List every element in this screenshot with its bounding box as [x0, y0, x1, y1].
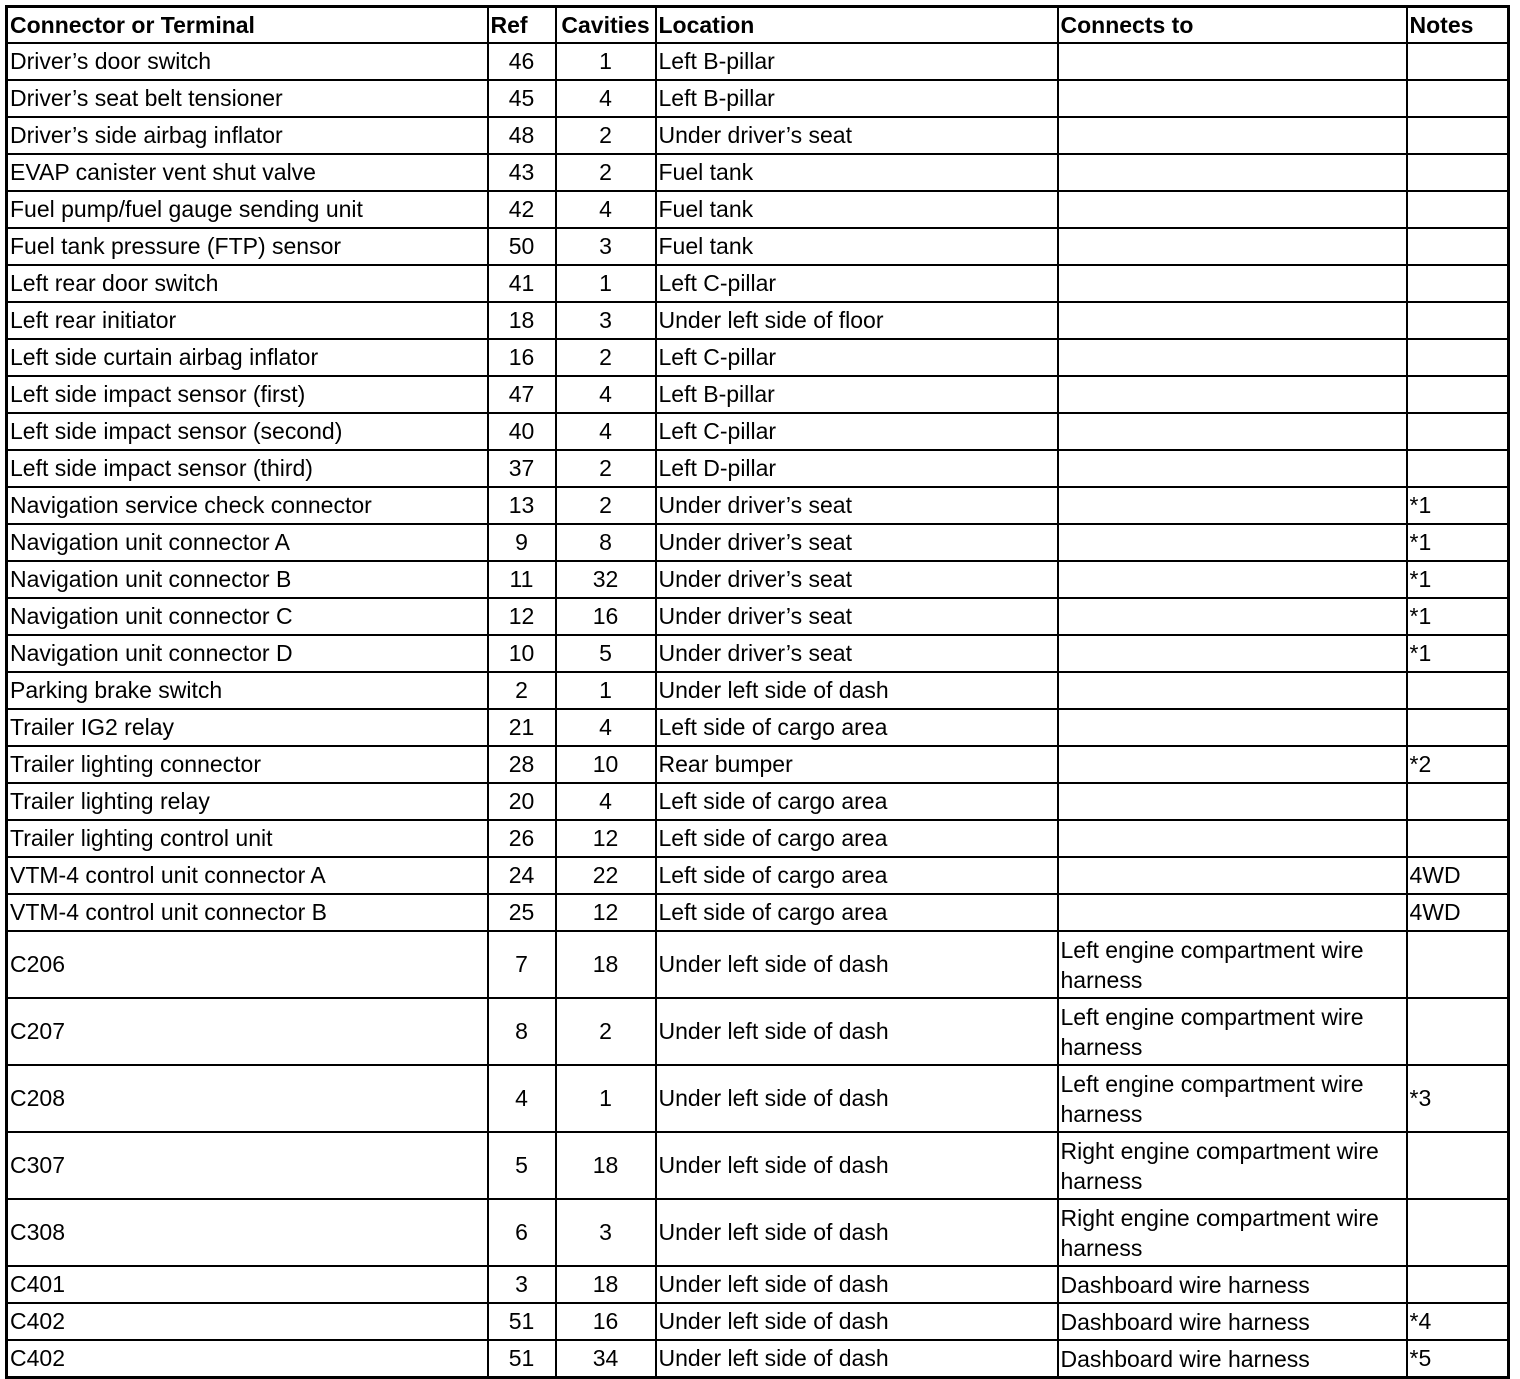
- connects-to-cell: [1058, 265, 1407, 302]
- table-row: [7, 598, 1509, 635]
- connects-to-cell: [1058, 376, 1407, 413]
- location-cell: Under driver’s seat: [656, 635, 1058, 672]
- ref-cell: 46: [488, 43, 556, 80]
- cavities-cell: 1: [556, 43, 656, 80]
- table-row: [7, 1340, 1509, 1378]
- connector-cell: Trailer lighting control unit: [7, 820, 488, 857]
- connects-to-cell: [1058, 413, 1407, 450]
- header-row: [7, 7, 1509, 44]
- notes-cell: *5: [1407, 1340, 1509, 1378]
- cavities-cell: 1: [556, 265, 656, 302]
- ref-cell: 9: [488, 524, 556, 561]
- connects-to-cell: [1058, 339, 1407, 376]
- cavities-cell: 2: [556, 450, 656, 487]
- notes-cell: [1407, 931, 1509, 998]
- notes-cell: [1407, 302, 1509, 339]
- connector-cell: Left side impact sensor (first): [7, 376, 488, 413]
- connector-cell: Navigation unit connector B: [7, 561, 488, 598]
- table-row: [7, 154, 1509, 191]
- table-row: [7, 487, 1509, 524]
- table-row: [7, 894, 1509, 931]
- table-row: [7, 191, 1509, 228]
- connector-cell: Left side impact sensor (second): [7, 413, 488, 450]
- connector-cell: Driver’s seat belt tensioner: [7, 80, 488, 117]
- cavities-cell: 4: [556, 80, 656, 117]
- cavities-cell: 10: [556, 746, 656, 783]
- ref-cell: 43: [488, 154, 556, 191]
- header-ref: Ref: [488, 7, 556, 44]
- notes-cell: 4WD: [1407, 857, 1509, 894]
- ref-cell: 13: [488, 487, 556, 524]
- notes-cell: [1407, 1132, 1509, 1199]
- connector-table: [5, 5, 1510, 1379]
- connects-to-cell: [1058, 154, 1407, 191]
- connector-cell: C401: [7, 1266, 488, 1303]
- notes-cell: *3: [1407, 1065, 1509, 1132]
- table-body: [7, 43, 1509, 1378]
- cavities-cell: 4: [556, 413, 656, 450]
- connects-to-cell: [1058, 80, 1407, 117]
- connector-cell: C307: [7, 1132, 488, 1199]
- ref-cell: 8: [488, 998, 556, 1065]
- location-cell: Left side of cargo area: [656, 857, 1058, 894]
- connects-to-cell: [1058, 783, 1407, 820]
- table-row: [7, 228, 1509, 265]
- connector-cell: C402: [7, 1340, 488, 1378]
- table-row: [7, 1132, 1509, 1199]
- connector-cell: Navigation unit connector A: [7, 524, 488, 561]
- ref-cell: 24: [488, 857, 556, 894]
- connects-to-cell: Right engine compartment wire harness: [1058, 1199, 1407, 1266]
- location-cell: Under driver’s seat: [656, 117, 1058, 154]
- header-cavities: Cavities: [556, 7, 656, 44]
- notes-cell: [1407, 450, 1509, 487]
- cavities-cell: 18: [556, 931, 656, 998]
- cavities-cell: 5: [556, 635, 656, 672]
- ref-cell: 3: [488, 1266, 556, 1303]
- cavities-cell: 32: [556, 561, 656, 598]
- ref-cell: 48: [488, 117, 556, 154]
- connector-cell: C308: [7, 1199, 488, 1266]
- table-row: [7, 302, 1509, 339]
- location-cell: Left side of cargo area: [656, 709, 1058, 746]
- table-row: [7, 413, 1509, 450]
- ref-cell: 51: [488, 1340, 556, 1378]
- notes-cell: [1407, 228, 1509, 265]
- connector-cell: C206: [7, 931, 488, 998]
- ref-cell: 10: [488, 635, 556, 672]
- connector-cell: Fuel pump/fuel gauge sending unit: [7, 191, 488, 228]
- cavities-cell: 1: [556, 672, 656, 709]
- ref-cell: 26: [488, 820, 556, 857]
- connector-cell: Driver’s side airbag inflator: [7, 117, 488, 154]
- connector-cell: EVAP canister vent shut valve: [7, 154, 488, 191]
- table-row: [7, 709, 1509, 746]
- cavities-cell: 8: [556, 524, 656, 561]
- table-row: [7, 43, 1509, 80]
- connector-cell: C207: [7, 998, 488, 1065]
- notes-cell: [1407, 154, 1509, 191]
- table-row: [7, 1266, 1509, 1303]
- connects-to-cell: [1058, 524, 1407, 561]
- connector-cell: Trailer lighting connector: [7, 746, 488, 783]
- ref-cell: 20: [488, 783, 556, 820]
- table-row: [7, 80, 1509, 117]
- ref-cell: 6: [488, 1199, 556, 1266]
- connects-to-cell: Left engine compartment wire harness: [1058, 931, 1407, 998]
- location-cell: Under left side of dash: [656, 931, 1058, 998]
- notes-cell: [1407, 1266, 1509, 1303]
- notes-cell: [1407, 339, 1509, 376]
- cavities-cell: 34: [556, 1340, 656, 1378]
- location-cell: Left D-pillar: [656, 450, 1058, 487]
- location-cell: Left B-pillar: [656, 80, 1058, 117]
- location-cell: Left C-pillar: [656, 339, 1058, 376]
- location-cell: Under left side of dash: [656, 1303, 1058, 1340]
- connects-to-cell: [1058, 43, 1407, 80]
- location-cell: Left side of cargo area: [656, 820, 1058, 857]
- notes-cell: *1: [1407, 635, 1509, 672]
- table-row: [7, 1065, 1509, 1132]
- location-cell: Fuel tank: [656, 228, 1058, 265]
- connects-to-cell: [1058, 450, 1407, 487]
- notes-cell: [1407, 191, 1509, 228]
- connector-cell: VTM-4 control unit connector A: [7, 857, 488, 894]
- connects-to-cell: [1058, 746, 1407, 783]
- table-row: [7, 1199, 1509, 1266]
- location-cell: Under driver’s seat: [656, 487, 1058, 524]
- table-row: [7, 931, 1509, 998]
- notes-cell: *1: [1407, 524, 1509, 561]
- header-location: Location: [656, 7, 1058, 44]
- cavities-cell: 4: [556, 191, 656, 228]
- table-row: [7, 672, 1509, 709]
- table-row: [7, 820, 1509, 857]
- cavities-cell: 2: [556, 998, 656, 1065]
- cavities-cell: 16: [556, 1303, 656, 1340]
- connector-cell: Left rear initiator: [7, 302, 488, 339]
- connects-to-cell: Right engine compartment wire harness: [1058, 1132, 1407, 1199]
- connects-to-cell: [1058, 302, 1407, 339]
- table-row: [7, 265, 1509, 302]
- notes-cell: *1: [1407, 561, 1509, 598]
- location-cell: Under left side of dash: [656, 1199, 1058, 1266]
- cavities-cell: 18: [556, 1266, 656, 1303]
- connector-cell: C208: [7, 1065, 488, 1132]
- notes-cell: [1407, 376, 1509, 413]
- table-row: [7, 635, 1509, 672]
- table-row: [7, 339, 1509, 376]
- notes-cell: [1407, 820, 1509, 857]
- cavities-cell: 2: [556, 487, 656, 524]
- connects-to-cell: [1058, 635, 1407, 672]
- notes-cell: [1407, 1199, 1509, 1266]
- connector-cell: Parking brake switch: [7, 672, 488, 709]
- connects-to-cell: [1058, 894, 1407, 931]
- location-cell: Under left side of dash: [656, 1340, 1058, 1378]
- notes-cell: [1407, 117, 1509, 154]
- ref-cell: 7: [488, 931, 556, 998]
- notes-cell: *2: [1407, 746, 1509, 783]
- connects-to-cell: Dashboard wire harness: [1058, 1340, 1407, 1378]
- notes-cell: [1407, 709, 1509, 746]
- location-cell: Under left side of floor: [656, 302, 1058, 339]
- cavities-cell: 4: [556, 709, 656, 746]
- ref-cell: 47: [488, 376, 556, 413]
- cavities-cell: 18: [556, 1132, 656, 1199]
- location-cell: Under driver’s seat: [656, 561, 1058, 598]
- table-row: [7, 524, 1509, 561]
- table-row: [7, 376, 1509, 413]
- connector-cell: Trailer lighting relay: [7, 783, 488, 820]
- location-cell: Under left side of dash: [656, 1065, 1058, 1132]
- cavities-cell: 4: [556, 376, 656, 413]
- location-cell: Left C-pillar: [656, 413, 1058, 450]
- cavities-cell: 2: [556, 154, 656, 191]
- notes-cell: [1407, 672, 1509, 709]
- ref-cell: 50: [488, 228, 556, 265]
- cavities-cell: 12: [556, 894, 656, 931]
- table-row: [7, 117, 1509, 154]
- cavities-cell: 16: [556, 598, 656, 635]
- connector-cell: Left rear door switch: [7, 265, 488, 302]
- notes-cell: [1407, 265, 1509, 302]
- ref-cell: 25: [488, 894, 556, 931]
- ref-cell: 2: [488, 672, 556, 709]
- header-connector: Connector or Terminal: [7, 7, 488, 44]
- connector-cell: VTM-4 control unit connector B: [7, 894, 488, 931]
- connects-to-cell: [1058, 487, 1407, 524]
- ref-cell: 41: [488, 265, 556, 302]
- ref-cell: 40: [488, 413, 556, 450]
- location-cell: Left C-pillar: [656, 265, 1058, 302]
- connector-cell: Navigation service check connector: [7, 487, 488, 524]
- connects-to-cell: [1058, 598, 1407, 635]
- cavities-cell: 4: [556, 783, 656, 820]
- notes-cell: [1407, 998, 1509, 1065]
- connects-to-cell: [1058, 820, 1407, 857]
- table-row: [7, 450, 1509, 487]
- table-row: [7, 998, 1509, 1065]
- notes-cell: *1: [1407, 487, 1509, 524]
- connector-cell: Navigation unit connector D: [7, 635, 488, 672]
- notes-cell: *1: [1407, 598, 1509, 635]
- ref-cell: 45: [488, 80, 556, 117]
- notes-cell: 4WD: [1407, 894, 1509, 931]
- connector-cell: Fuel tank pressure (FTP) sensor: [7, 228, 488, 265]
- location-cell: Fuel tank: [656, 191, 1058, 228]
- connects-to-cell: [1058, 561, 1407, 598]
- cavities-cell: 12: [556, 820, 656, 857]
- location-cell: Under left side of dash: [656, 1132, 1058, 1199]
- connector-cell: Trailer IG2 relay: [7, 709, 488, 746]
- table-row: [7, 1303, 1509, 1340]
- location-cell: Left side of cargo area: [656, 894, 1058, 931]
- ref-cell: 37: [488, 450, 556, 487]
- connects-to-cell: [1058, 709, 1407, 746]
- table-row: [7, 857, 1509, 894]
- notes-cell: [1407, 413, 1509, 450]
- location-cell: Left B-pillar: [656, 43, 1058, 80]
- connector-cell: Driver’s door switch: [7, 43, 488, 80]
- connects-to-cell: [1058, 857, 1407, 894]
- connects-to-cell: Left engine compartment wire harness: [1058, 998, 1407, 1065]
- ref-cell: 12: [488, 598, 556, 635]
- ref-cell: 21: [488, 709, 556, 746]
- notes-cell: [1407, 783, 1509, 820]
- location-cell: Fuel tank: [656, 154, 1058, 191]
- connects-to-cell: Dashboard wire harness: [1058, 1266, 1407, 1303]
- connects-to-cell: [1058, 117, 1407, 154]
- location-cell: Rear bumper: [656, 746, 1058, 783]
- ref-cell: 28: [488, 746, 556, 783]
- cavities-cell: 3: [556, 302, 656, 339]
- cavities-cell: 3: [556, 228, 656, 265]
- connects-to-cell: [1058, 228, 1407, 265]
- notes-cell: *4: [1407, 1303, 1509, 1340]
- connector-cell: Left side curtain airbag inflator: [7, 339, 488, 376]
- location-cell: Under left side of dash: [656, 1266, 1058, 1303]
- cavities-cell: 22: [556, 857, 656, 894]
- connects-to-cell: [1058, 672, 1407, 709]
- connector-cell: C402: [7, 1303, 488, 1340]
- location-cell: Left B-pillar: [656, 376, 1058, 413]
- connects-to-cell: Left engine compartment wire harness: [1058, 1065, 1407, 1132]
- connects-to-cell: Dashboard wire harness: [1058, 1303, 1407, 1340]
- ref-cell: 51: [488, 1303, 556, 1340]
- notes-cell: [1407, 80, 1509, 117]
- cavities-cell: 2: [556, 117, 656, 154]
- location-cell: Under left side of dash: [656, 998, 1058, 1065]
- connector-cell: Left side impact sensor (third): [7, 450, 488, 487]
- connector-cell: Navigation unit connector C: [7, 598, 488, 635]
- location-cell: Under driver’s seat: [656, 524, 1058, 561]
- ref-cell: 42: [488, 191, 556, 228]
- notes-cell: [1407, 43, 1509, 80]
- ref-cell: 16: [488, 339, 556, 376]
- ref-cell: 5: [488, 1132, 556, 1199]
- connects-to-cell: [1058, 191, 1407, 228]
- ref-cell: 4: [488, 1065, 556, 1132]
- header-notes: Notes: [1407, 7, 1509, 44]
- location-cell: Under left side of dash: [656, 672, 1058, 709]
- location-cell: Left side of cargo area: [656, 783, 1058, 820]
- cavities-cell: 1: [556, 1065, 656, 1132]
- ref-cell: 18: [488, 302, 556, 339]
- table-row: [7, 746, 1509, 783]
- location-cell: Under driver’s seat: [656, 598, 1058, 635]
- cavities-cell: 3: [556, 1199, 656, 1266]
- table-row: [7, 561, 1509, 598]
- cavities-cell: 2: [556, 339, 656, 376]
- ref-cell: 11: [488, 561, 556, 598]
- header-connects-to: Connects to: [1058, 7, 1407, 44]
- table-row: [7, 783, 1509, 820]
